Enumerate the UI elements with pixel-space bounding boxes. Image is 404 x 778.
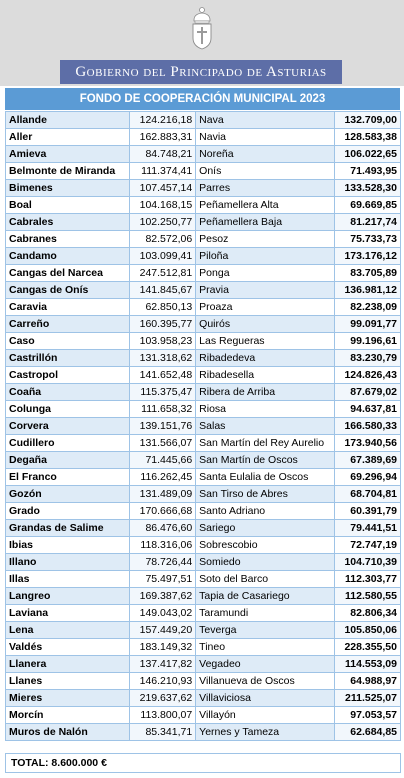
municipality-name-right: Pravia — [196, 282, 335, 299]
table-row — [6, 622, 401, 639]
municipality-name-left: Mieres — [6, 690, 130, 707]
municipality-amount-left: 160.395,77 — [130, 316, 196, 333]
government-banner: Gobierno del Principado de Asturias — [60, 60, 342, 84]
fund-table — [5, 111, 401, 741]
municipality-amount-right: 69.296,94 — [335, 469, 401, 486]
table-row — [6, 333, 401, 350]
municipality-name-left: Laviana — [6, 605, 130, 622]
municipality-name-left: Candamo — [6, 248, 130, 265]
table-row — [6, 724, 401, 741]
table-row — [6, 520, 401, 537]
table-row — [6, 350, 401, 367]
municipality-amount-right: 60.391,79 — [335, 503, 401, 520]
municipality-name-right: Ribera de Arriba — [196, 384, 335, 401]
table-row — [6, 146, 401, 163]
municipality-amount-left: 84.748,21 — [130, 146, 196, 163]
municipality-amount-left: 78.726,44 — [130, 554, 196, 571]
table-row — [6, 112, 401, 129]
table-row — [6, 486, 401, 503]
municipality-name-left: Degaña — [6, 452, 130, 469]
municipality-amount-left: 82.572,06 — [130, 231, 196, 248]
table-row — [6, 316, 401, 333]
municipality-name-left: Cabranes — [6, 231, 130, 248]
municipality-amount-left: 85.341,71 — [130, 724, 196, 741]
municipality-amount-right: 97.053,57 — [335, 707, 401, 724]
municipality-name-left: Corvera — [6, 418, 130, 435]
municipality-name-right: Peñamellera Baja — [196, 214, 335, 231]
municipality-amount-right: 104.710,39 — [335, 554, 401, 571]
municipality-name-left: Muros de Nalón — [6, 724, 130, 741]
municipality-name-right: Las Regueras — [196, 333, 335, 350]
municipality-amount-right: 81.217,74 — [335, 214, 401, 231]
table-row — [6, 639, 401, 656]
municipality-name-left: Valdés — [6, 639, 130, 656]
table-title: FONDO DE COOPERACIÓN MUNICIPAL 2023 — [5, 88, 400, 110]
table-row — [6, 129, 401, 146]
municipality-amount-right: 99.091,77 — [335, 316, 401, 333]
municipality-name-right: Pesoz — [196, 231, 335, 248]
municipality-name-left: Allande — [6, 112, 130, 129]
municipality-name-left: Carreño — [6, 316, 130, 333]
table-row — [6, 435, 401, 452]
municipality-amount-right: 99.196,61 — [335, 333, 401, 350]
municipality-amount-right: 173.940,56 — [335, 435, 401, 452]
municipality-amount-left: 149.043,02 — [130, 605, 196, 622]
table-row — [6, 554, 401, 571]
table-row — [6, 571, 401, 588]
municipality-amount-right: 71.493,95 — [335, 163, 401, 180]
municipality-amount-left: 62.850,13 — [130, 299, 196, 316]
municipality-name-right: Villanueva de Oscos — [196, 673, 335, 690]
municipality-name-left: Grandas de Salime — [6, 520, 130, 537]
municipality-amount-left: 111.374,41 — [130, 163, 196, 180]
municipality-amount-left: 157.449,20 — [130, 622, 196, 639]
municipality-amount-right: 94.637,81 — [335, 401, 401, 418]
table-row — [6, 384, 401, 401]
municipality-amount-right: 128.583,38 — [335, 129, 401, 146]
municipality-amount-right: 75.733,73 — [335, 231, 401, 248]
municipality-name-left: Illas — [6, 571, 130, 588]
municipality-amount-right: 68.704,81 — [335, 486, 401, 503]
municipality-name-right: Navia — [196, 129, 335, 146]
municipality-name-left: Llanera — [6, 656, 130, 673]
municipality-name-right: Santo Adriano — [196, 503, 335, 520]
table-row — [6, 588, 401, 605]
municipality-amount-left: 139.151,76 — [130, 418, 196, 435]
table-row — [6, 367, 401, 384]
municipality-name-right: San Martín del Rey Aurelio — [196, 435, 335, 452]
total-amount: TOTAL: 8.600.000 € — [5, 753, 401, 773]
municipality-name-right: Noreña — [196, 146, 335, 163]
table-row — [6, 180, 401, 197]
municipality-amount-right: 82.238,09 — [335, 299, 401, 316]
municipality-amount-left: 170.666,68 — [130, 503, 196, 520]
municipality-name-right: Onís — [196, 163, 335, 180]
municipality-name-right: Sobrescobio — [196, 537, 335, 554]
municipality-name-left: Coaña — [6, 384, 130, 401]
municipality-name-right: Sariego — [196, 520, 335, 537]
municipality-name-left: Caravia — [6, 299, 130, 316]
municipality-name-left: Llanes — [6, 673, 130, 690]
table-row — [6, 231, 401, 248]
municipality-name-left: Cangas de Onís — [6, 282, 130, 299]
municipality-name-left: Castrillón — [6, 350, 130, 367]
table-row — [6, 401, 401, 418]
municipality-name-left: Bimenes — [6, 180, 130, 197]
municipality-name-left: Cabrales — [6, 214, 130, 231]
table-row — [6, 282, 401, 299]
municipality-amount-right: 211.525,07 — [335, 690, 401, 707]
table-row — [6, 452, 401, 469]
municipality-name-right: Tineo — [196, 639, 335, 656]
table-row — [6, 537, 401, 554]
fund-table-body — [6, 112, 401, 741]
municipality-amount-left: 141.652,48 — [130, 367, 196, 384]
municipality-name-right: Ponga — [196, 265, 335, 282]
municipality-name-left: Castropol — [6, 367, 130, 384]
table-row — [6, 265, 401, 282]
municipality-name-left: Caso — [6, 333, 130, 350]
municipality-amount-left: 103.958,23 — [130, 333, 196, 350]
municipality-name-right: Tapia de Casariego — [196, 588, 335, 605]
table-row — [6, 673, 401, 690]
municipality-amount-right: 124.826,43 — [335, 367, 401, 384]
municipality-amount-left: 113.800,07 — [130, 707, 196, 724]
municipality-name-right: Taramundi — [196, 605, 335, 622]
municipality-amount-right: 133.528,30 — [335, 180, 401, 197]
municipality-amount-left: 219.637,62 — [130, 690, 196, 707]
municipality-amount-left: 131.318,62 — [130, 350, 196, 367]
table-row — [6, 469, 401, 486]
municipality-name-left: Cangas del Narcea — [6, 265, 130, 282]
municipality-amount-left: 115.375,47 — [130, 384, 196, 401]
table-row — [6, 707, 401, 724]
municipality-name-right: Vegadeo — [196, 656, 335, 673]
municipality-name-left: Aller — [6, 129, 130, 146]
municipality-amount-right: 87.679,02 — [335, 384, 401, 401]
municipality-name-left: El Franco — [6, 469, 130, 486]
municipality-amount-left: 104.168,15 — [130, 197, 196, 214]
municipality-amount-right: 64.988,97 — [335, 673, 401, 690]
municipality-amount-left: 118.316,06 — [130, 537, 196, 554]
municipality-amount-right: 228.355,50 — [335, 639, 401, 656]
municipality-amount-left: 131.566,07 — [130, 435, 196, 452]
municipality-amount-right: 69.669,85 — [335, 197, 401, 214]
municipality-amount-left: 131.489,09 — [130, 486, 196, 503]
municipality-amount-left: 103.099,41 — [130, 248, 196, 265]
table-row — [6, 503, 401, 520]
municipality-amount-left: 247.512,81 — [130, 265, 196, 282]
municipality-name-right: Santa Eulalia de Oscos — [196, 469, 335, 486]
municipality-name-left: Illano — [6, 554, 130, 571]
table-row — [6, 214, 401, 231]
municipality-name-left: Lena — [6, 622, 130, 639]
municipality-amount-right: 114.553,09 — [335, 656, 401, 673]
municipality-name-right: Ribadesella — [196, 367, 335, 384]
municipality-name-right: San Martín de Oscos — [196, 452, 335, 469]
table-row — [6, 656, 401, 673]
municipality-amount-left: 169.387,62 — [130, 588, 196, 605]
municipality-amount-left: 162.883,31 — [130, 129, 196, 146]
municipality-name-left: Morcín — [6, 707, 130, 724]
municipality-name-left: Amieva — [6, 146, 130, 163]
municipality-amount-left: 183.149,32 — [130, 639, 196, 656]
municipality-amount-right: 132.709,00 — [335, 112, 401, 129]
municipality-name-right: Peñamellera Alta — [196, 197, 335, 214]
municipality-amount-right: 67.389,69 — [335, 452, 401, 469]
municipality-name-left: Boal — [6, 197, 130, 214]
municipality-amount-left: 116.262,45 — [130, 469, 196, 486]
municipality-amount-left: 124.216,18 — [130, 112, 196, 129]
municipality-amount-right: 83.230,79 — [335, 350, 401, 367]
municipality-amount-right: 82.806,34 — [335, 605, 401, 622]
municipality-amount-right: 106.022,65 — [335, 146, 401, 163]
municipality-amount-right: 72.747,19 — [335, 537, 401, 554]
table-row — [6, 418, 401, 435]
coat-of-arms-icon — [190, 6, 214, 50]
municipality-name-left: Belmonte de Miranda — [6, 163, 130, 180]
municipality-amount-right: 105.850,06 — [335, 622, 401, 639]
fund-table-wrapper — [5, 111, 401, 741]
municipality-name-right: Quirós — [196, 316, 335, 333]
municipality-amount-left: 107.457,14 — [130, 180, 196, 197]
municipality-name-right: Parres — [196, 180, 335, 197]
table-row — [6, 299, 401, 316]
table-row — [6, 605, 401, 622]
table-row — [6, 248, 401, 265]
header — [0, 0, 404, 86]
municipality-amount-left: 111.658,32 — [130, 401, 196, 418]
municipality-name-left: Ibias — [6, 537, 130, 554]
municipality-name-right: Proaza — [196, 299, 335, 316]
municipality-amount-right: 83.705,89 — [335, 265, 401, 282]
municipality-name-right: Riosa — [196, 401, 335, 418]
municipality-amount-right: 166.580,33 — [335, 418, 401, 435]
municipality-amount-left: 141.845,67 — [130, 282, 196, 299]
municipality-name-left: Cudillero — [6, 435, 130, 452]
municipality-name-left: Colunga — [6, 401, 130, 418]
municipality-name-right: San Tirso de Abres — [196, 486, 335, 503]
municipality-name-right: Nava — [196, 112, 335, 129]
municipality-name-right: Ribadedeva — [196, 350, 335, 367]
municipality-amount-right: 136.981,12 — [335, 282, 401, 299]
municipality-name-right: Villaviciosa — [196, 690, 335, 707]
municipality-amount-right: 62.684,85 — [335, 724, 401, 741]
municipality-amount-right: 112.580,55 — [335, 588, 401, 605]
municipality-name-right: Villayón — [196, 707, 335, 724]
municipality-amount-left: 86.476,60 — [130, 520, 196, 537]
municipality-name-right: Somiedo — [196, 554, 335, 571]
municipality-amount-left: 137.417,82 — [130, 656, 196, 673]
municipality-name-right: Salas — [196, 418, 335, 435]
municipality-amount-left: 71.445,66 — [130, 452, 196, 469]
municipality-amount-right: 112.303,77 — [335, 571, 401, 588]
municipality-name-left: Gozón — [6, 486, 130, 503]
municipality-amount-right: 79.441,51 — [335, 520, 401, 537]
table-row — [6, 197, 401, 214]
municipality-amount-left: 102.250,77 — [130, 214, 196, 231]
municipality-amount-left: 75.497,51 — [130, 571, 196, 588]
municipality-name-right: Piloña — [196, 248, 335, 265]
municipality-amount-left: 146.210,93 — [130, 673, 196, 690]
municipality-name-left: Grado — [6, 503, 130, 520]
municipality-name-right: Soto del Barco — [196, 571, 335, 588]
municipality-name-left: Langreo — [6, 588, 130, 605]
municipality-name-right: Teverga — [196, 622, 335, 639]
table-row — [6, 163, 401, 180]
table-row — [6, 690, 401, 707]
municipality-amount-right: 173.176,12 — [335, 248, 401, 265]
municipality-name-right: Yernes y Tameza — [196, 724, 335, 741]
